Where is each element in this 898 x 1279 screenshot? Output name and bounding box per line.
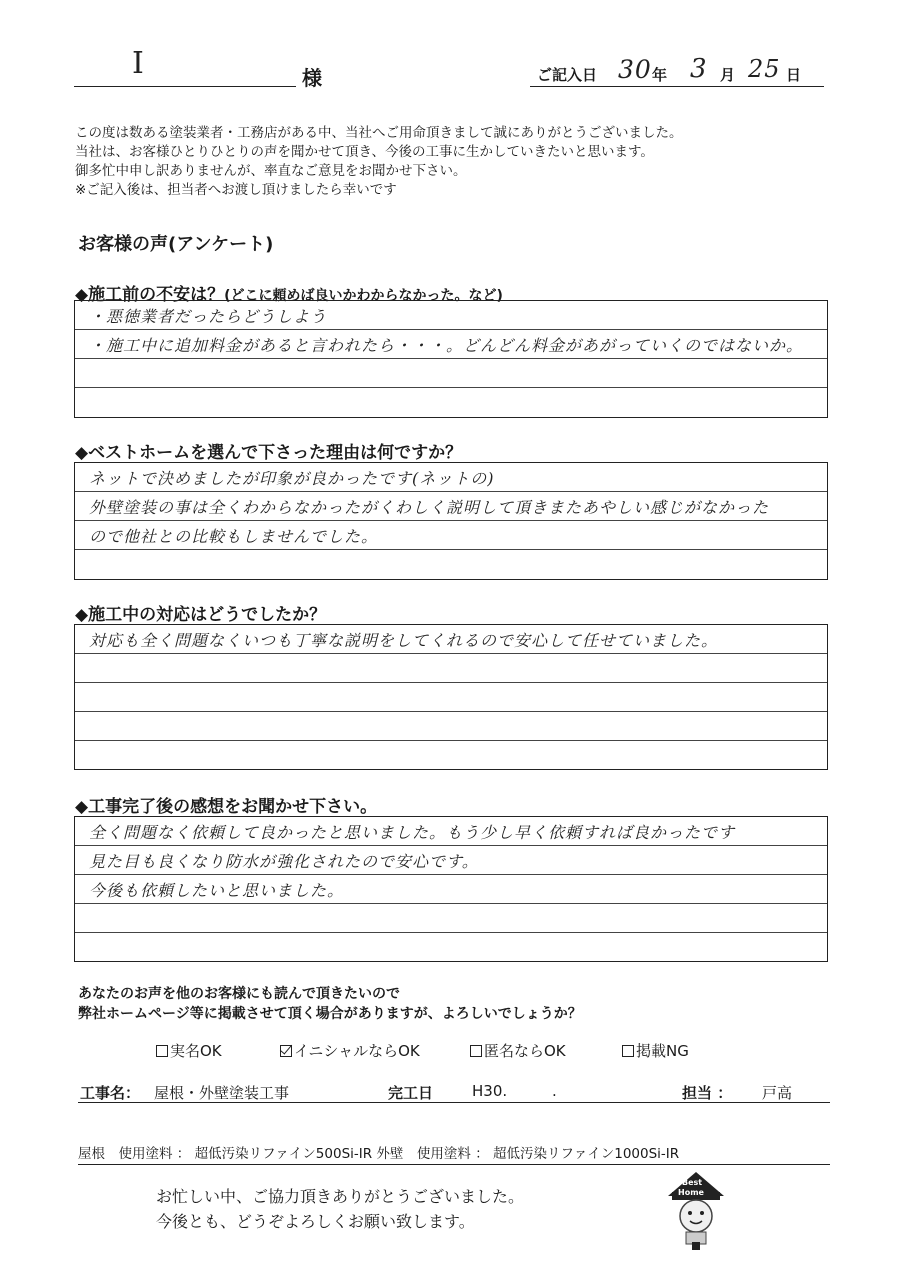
closing-line: 今後とも、どうぞよろしくお願い致します。 <box>156 1212 475 1231</box>
customer-name: I <box>132 46 145 81</box>
date-month-unit: 月 <box>720 66 736 84</box>
answer-box-1 <box>74 300 828 418</box>
date-year: 30 <box>618 55 652 84</box>
survey-title: お客様の声(アンケート) <box>78 234 274 255</box>
complete-date-dot: . <box>552 1082 557 1100</box>
option-anonymous[interactable] <box>470 1040 566 1061</box>
answer-line: 全く問題なく依頼して良かったと思いました。もう少し早く依頼すれば良かったです <box>89 823 736 842</box>
staff-value: 戸高 <box>762 1084 793 1102</box>
checkbox-icon[interactable] <box>156 1045 168 1057</box>
option-initials[interactable] <box>280 1040 420 1061</box>
complete-date-label: 完工日 <box>388 1084 434 1102</box>
date-day-unit: 日 <box>786 66 802 84</box>
closing-text <box>156 1184 524 1234</box>
checkbox-icon[interactable] <box>622 1045 634 1057</box>
answer-box-2 <box>74 462 828 580</box>
answer-line: 今後も依頼したいと思いました。 <box>89 881 345 900</box>
mascot-text-home: Home <box>678 1188 704 1197</box>
question-note: (どこに頼めば良いかわからなかった。など) <box>224 288 503 304</box>
date-month: 3 <box>690 54 708 84</box>
option-label: 実名OK <box>170 1042 222 1060</box>
date-year-unit: 年 <box>652 66 668 84</box>
option-label: 匿名ならOK <box>484 1042 566 1060</box>
answer-line: ・悪徳業者だったらどうしよう <box>89 307 328 326</box>
work-info-row <box>78 1080 830 1103</box>
answer-line: 対応も全く問題なくいつも丁寧な説明をしてくれるので安心して任せていました。 <box>89 631 719 650</box>
intro-line: この度は数ある塗装業者・工務店がある中、当社へご用命頂きまして誠にありがとうございました。 <box>75 125 683 141</box>
staff-label: 担当 ： <box>682 1084 733 1102</box>
question-3-title: ◆施工中の対応はどうでしたか？ <box>75 605 327 625</box>
consent-text <box>78 984 582 1024</box>
answer-line: ので他社との比較もしませんでした。 <box>89 527 379 546</box>
intro-line: ※ご記入後は、担当者へお渡し頂けましたら幸いです <box>75 182 397 198</box>
option-real-name[interactable] <box>156 1040 222 1061</box>
mascot-text-best: Best <box>682 1178 703 1187</box>
intro-line: 当社は、お客様ひとりひとりの声を聞かせて頂き、今後の工事に生かしていきたいと思います。 <box>75 144 654 160</box>
answer-box-4 <box>74 816 828 962</box>
checkbox-checked-icon[interactable] <box>280 1045 292 1057</box>
complete-date-value: H30. <box>472 1082 508 1100</box>
question-2-title: ◆ベストホームを選んで下さった理由は何ですか？ <box>75 443 463 463</box>
consent-line: 弊社ホームページ等に掲載させて頂く場合がありますが、よろしいでしょうか？ <box>78 1006 582 1022</box>
option-no-publish[interactable] <box>622 1040 689 1061</box>
question-title: ◆施工前の不安は？ <box>75 285 225 305</box>
question-4-title: ◆工事完了後の感想をお聞かせ下さい。 <box>75 797 378 817</box>
work-name-label: 工事名： <box>80 1084 141 1102</box>
consent-line: あなたのお声を他のお客様にも読んで頂きたいので <box>78 986 400 1002</box>
closing-line: お忙しい中、ご協力頂きありがとうございました。 <box>156 1187 525 1206</box>
honorific: 様 <box>302 66 322 90</box>
best-home-mascot <box>664 1170 728 1250</box>
customer-name-line <box>74 48 296 87</box>
intro-text <box>75 124 683 200</box>
intro-line: 御多忙中申し訳ありませんが、率直なご意見をお聞かせ下さい。 <box>75 163 467 179</box>
answer-line: 外壁塗装の事は全くわからなかったがくわしく説明して頂きまたあやしい感じがなかった <box>89 498 770 517</box>
answer-line: ネットで決めましたが印象が良かったです(ネットの) <box>89 469 495 488</box>
work-name-value: 屋根・外壁塗装工事 <box>154 1084 290 1102</box>
answer-line: 見た目も良くなり防水が強化されたので安心です。 <box>89 852 479 871</box>
checkbox-icon[interactable] <box>470 1045 482 1057</box>
answer-line: ・施工中に追加料金があると言われたら・・・。どんどん料金があがっていくのではないか。 <box>89 336 804 355</box>
date-day: 25 <box>748 55 781 83</box>
paint-info: 屋根 使用塗料 ： 超低汚染リファイン500Si-IR 外壁 使用塗料 ： 超低汚染リファイン1000Si-IR <box>78 1142 830 1165</box>
option-label: 掲載NG <box>636 1042 689 1060</box>
answer-box-3 <box>74 624 828 770</box>
date-label: ご記入日 <box>537 66 598 84</box>
option-label: イニシャルならOK <box>294 1042 420 1060</box>
